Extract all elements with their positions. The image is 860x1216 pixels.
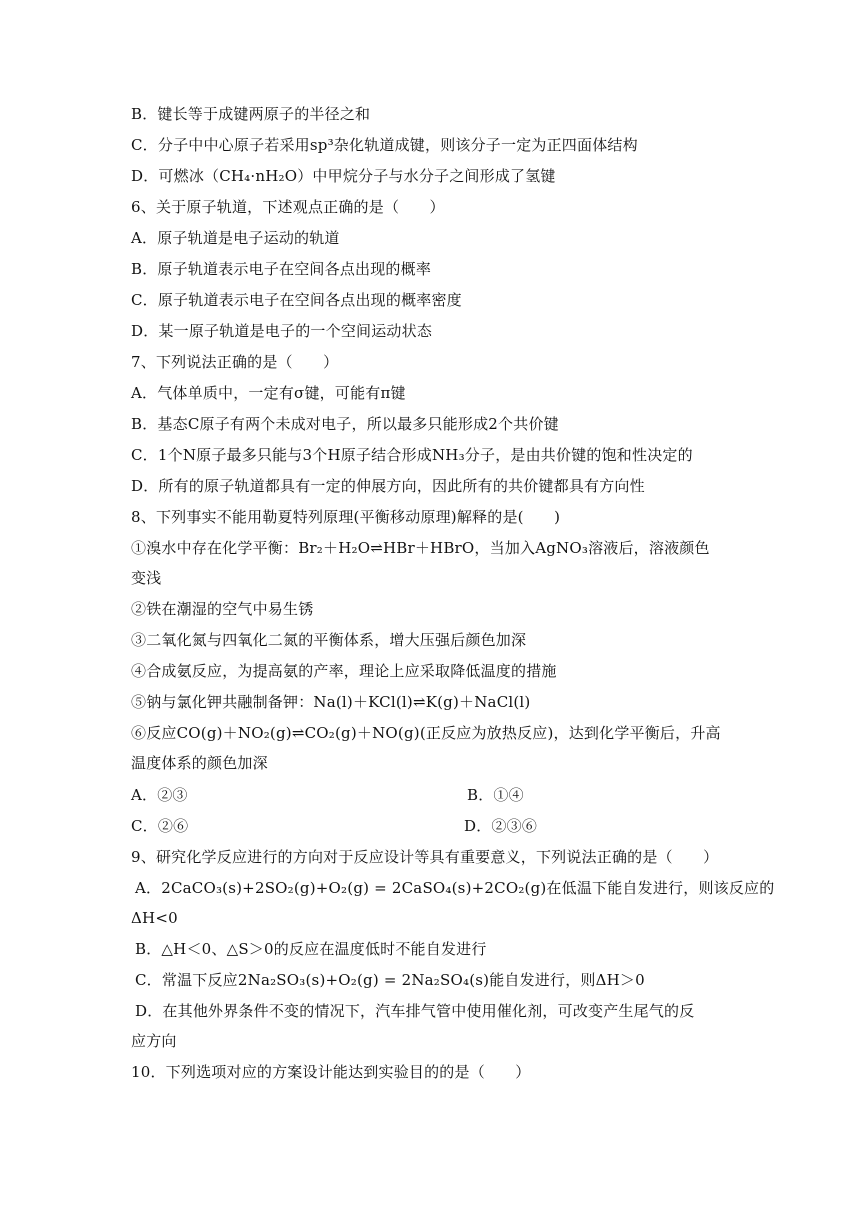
q8-item-2: ②铁在潮湿的空气中易生锈 (131, 600, 314, 618)
q7-option-d: D．所有的原子轨道都具有一定的伸展方向，因此所有的共价键都具有方向性 (131, 477, 645, 495)
q8-item-5: ⑤钠与氯化钾共融制备钾：Na(l)＋KCl(l)⇌K(g)＋NaCl(l) (131, 693, 531, 711)
q9-stem: 9、研究化学反应进行的方向对于反应设计等具有重要意义，下列说法正确的是（ ） (131, 848, 719, 866)
q8-item-6: ⑥反应CO(g)＋NO₂(g)⇌CO₂(g)＋NO(g)(正反应为放热反应)，达到化学平衡后，升高 (131, 724, 721, 742)
q8-item-1-cont: 变浅 (131, 569, 162, 587)
q7-option-c: C．1个N原子最多只能与3个H原子结合形成NH₃分子，是由共价键的饱和性决定的 (131, 446, 693, 464)
q8-item-1: ①溴水中存在化学平衡：Br₂＋H₂O⇌HBr＋HBrO，当加入AgNO₃溶液后，溶液颜色 (131, 539, 710, 557)
q8-option-c: C．②⑥ (131, 817, 189, 835)
q8-item-3: ③二氧化氮与四氧化二氮的平衡体系，增大压强后颜色加深 (131, 631, 527, 649)
q9-option-d-cont: 应方向 (131, 1032, 177, 1050)
q6-option-c: C．原子轨道表示电子在空间各点出现的概率密度 (131, 291, 462, 309)
q6-option-b: B．原子轨道表示电子在空间各点出现的概率 (131, 260, 432, 278)
q7-stem: 7、下列说法正确的是（ ） (131, 353, 339, 371)
q6-option-d: D．某一原子轨道是电子的一个空间运动状态 (131, 322, 433, 340)
q5-option-c: C．分子中中心原子若采用sp³杂化轨道成键，则该分子一定为正四面体结构 (131, 136, 638, 154)
q5-option-b: B．键长等于成键两原子的半径之和 (131, 105, 371, 123)
q6-option-a: A．原子轨道是电子运动的轨道 (131, 229, 340, 247)
q7-option-b: B．基态C原子有两个未成对电子，所以最多只能形成2个共价键 (131, 415, 559, 433)
q9-option-c: C．常温下反应2Na₂SO₃(s)+O₂(g) = 2Na₂SO₄(s)能自发进行，则ΔH＞0 (135, 971, 645, 989)
q9-option-a: A．2CaCO₃(s)+2SO₂(g)+O₂(g) = 2CaSO₄(s)+2CO₂(g)在低温下能自发进行，则该反应的 (135, 879, 775, 897)
q10-stem: 10．下列选项对应的方案设计能达到实验目的的是（ ） (131, 1063, 531, 1081)
q9-option-a-cont: ΔH<0 (131, 909, 178, 927)
q8-item-4: ④合成氨反应，为提高氨的产率，理论上应采取降低温度的措施 (131, 662, 557, 680)
q9-option-d: D．在其他外界条件不变的情况下，汽车排气管中使用催化剂，可改变产生尾气的反 (135, 1002, 695, 1020)
q6-stem: 6、关于原子轨道，下述观点正确的是（ ） (131, 198, 445, 216)
q8-item-6-cont: 温度体系的颜色加深 (131, 754, 268, 772)
q8-option-d: D．②③⑥ (464, 817, 538, 835)
q5-option-d: D．可燃冰（CH₄·nH₂O）中甲烷分子与水分子之间形成了氢键 (131, 167, 556, 185)
q8-stem: 8、下列事实不能用勒夏特列原理(平衡移动原理)解释的是( ) (131, 508, 561, 526)
q9-option-b: B．△H＜0、△S＞0的反应在温度低时不能自发进行 (135, 940, 487, 958)
q8-option-a: A．②③ (131, 786, 188, 804)
q8-option-b: B．①④ (467, 786, 524, 804)
q7-option-a: A．气体单质中，一定有σ键，可能有π键 (131, 384, 406, 402)
